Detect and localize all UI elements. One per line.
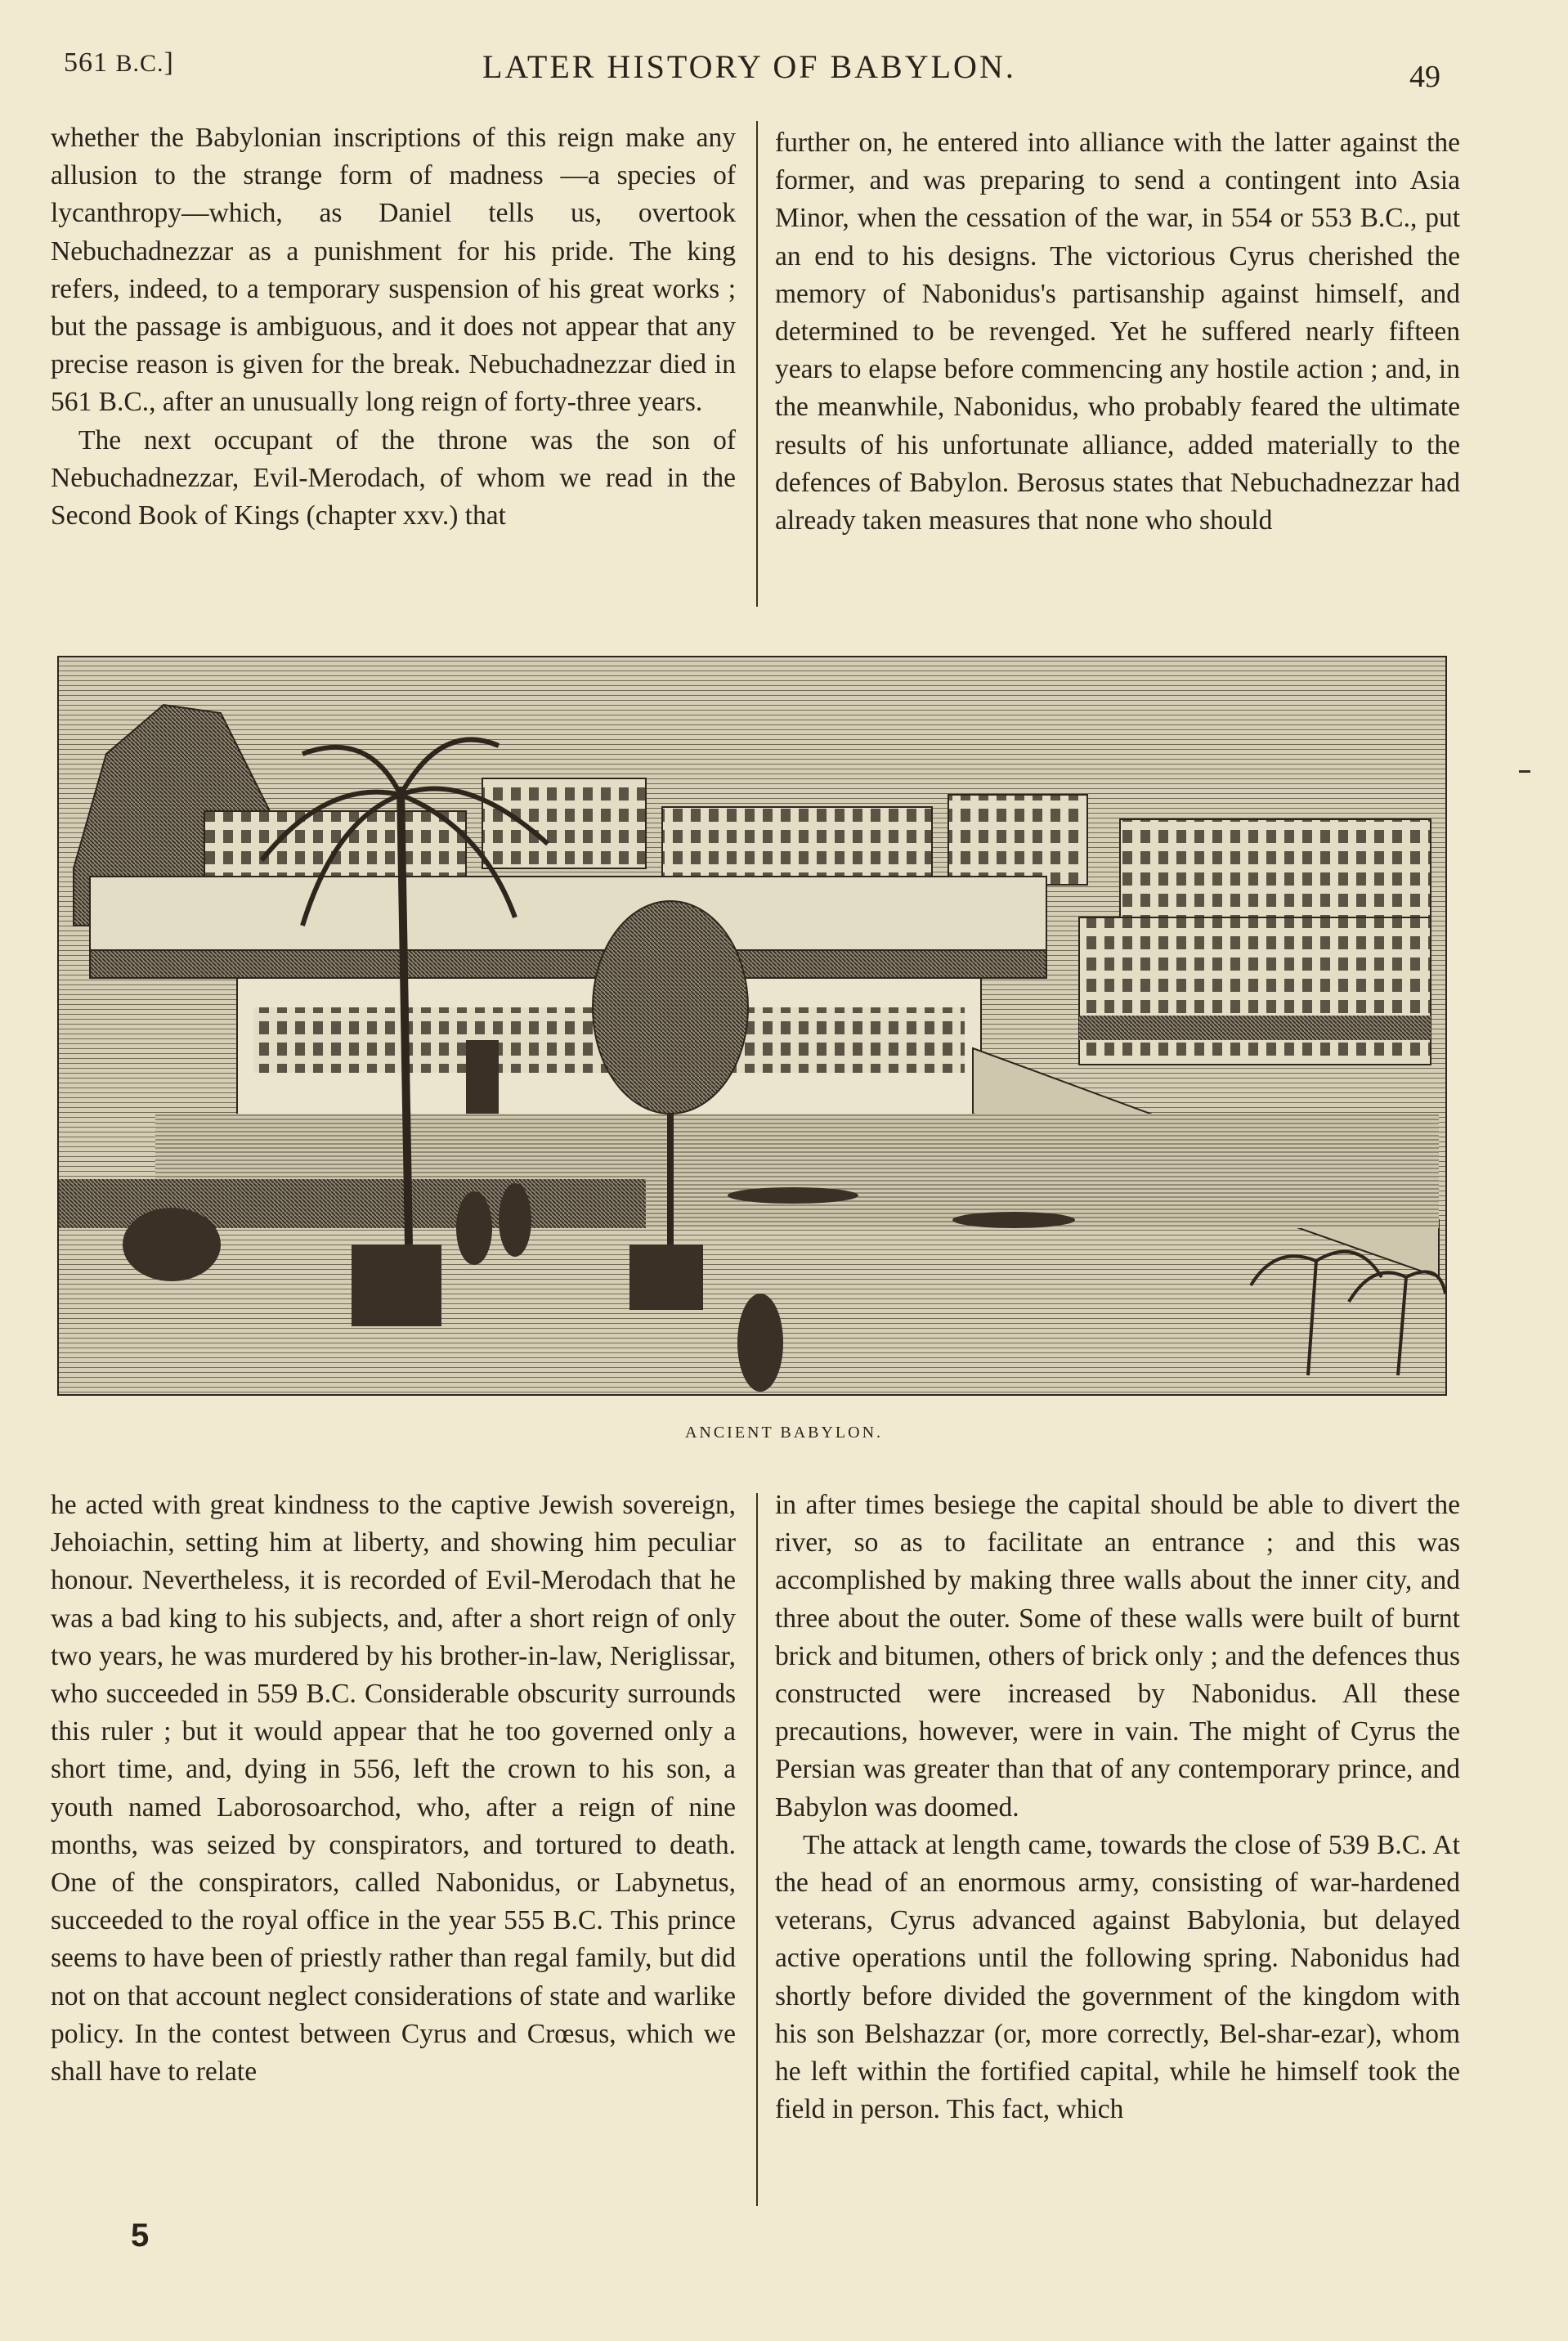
column-divider (756, 121, 758, 607)
text-column-bottom-left (51, 1487, 736, 2206)
running-header-title: LATER HISTORY OF BABYLON. (482, 48, 1016, 85)
text-column-top-right (775, 124, 1460, 623)
engraving-illustration (57, 656, 1447, 1396)
paragraph: The attack at length came, towards the close of 539 B.C. At the head of an enormous army, consisting of war-hardened veterans, Cyrus advanced against Babylonia, but delayed active operations until the following spring. Nabonidus had shortly before divided the government of the kingdom with his son Belshazzar (or, more correctly, Bel-shar-ezar), whom he left within the fortified capital, while he himself took the field in person. This fact, which (775, 1829, 1460, 2125)
header-year: 561 (64, 47, 108, 78)
text-column-top-left (51, 119, 736, 618)
engraving-ancient-babylon (57, 656, 1447, 1396)
figure-caption: ANCIENT BABYLON. (684, 1424, 884, 1442)
header-era: B.C. (115, 50, 164, 77)
margin-tick (1519, 770, 1530, 773)
paragraph: The next occupant of the throne was the son of Nebuchadnezzar, Evil-Merodach, of whom we read in the Second Book of Kings (chapter xxv.) that (51, 424, 736, 531)
column-divider (756, 1493, 758, 2206)
header-bracket: ] (164, 47, 174, 78)
paragraph: he acted with great kindness to the captive Jewish sovereign, Jehoiachin, setting him at liberty, and showing him peculiar honour. Nevertheless, it is recorded of Evil-Merodach that he was a bad king to his subjects, and, after a short reign of only two years, he was murdered by his brother-in-law, Neriglissar, who succeeded in 559 B.C. Considerable obscurity surrounds this ruler ; but it would appear that he too governed only a short time, and, dying in 556, left the crown to his son, a youth named Laborosoarchod, who, after a reign of nine months, was seized by conspirators, and tortured to death. One of the conspirators, called Nabonidus, or Labynetus, succeeded to the royal office in the year 555 B.C. This prince seems to have been of priestly rather than regal family, but did not on that account neglect considerations of state and warlike policy. In the contest between Cyrus and Crœsus, which we shall have to relate (51, 1490, 736, 2088)
paragraph: in after times besiege the capital should be able to divert the river, so as to facilitate an entrance ; and this was accomplished by making three walls about the inner city, and three about the outer. Some of these walls were built of burnt brick and bitumen, others of brick only ; and the defences thus constructed were increased by Nabonidus. All these precautions, however, were in vain. The might of Cyrus the Persian was greater than that of any contemporary prince, and Babylon was doomed. (775, 1490, 1460, 1823)
text-column-bottom-right (775, 1487, 1460, 2206)
page-number: 49 (1409, 60, 1440, 94)
running-header-date (64, 47, 174, 78)
signature-mark: 5 (131, 2218, 150, 2254)
paragraph: further on, he entered into alliance with the latter against the former, and was preparing to send a contingent into Asia Minor, when the cessation of the war, in 554 or 553 B.C., put an end to his designs. The victorious Cyrus cherished the memory of Nabonidus's partisanship against himself, and determined to be revenged. Yet he suffered nearly fifteen years to elapse before commencing any hostile action ; and, in the meanwhile, Nabonidus, who probably feared the ultimate results of his unfortunate alliance, added materially to the defences of Babylon. Berosus states that Nebuchadnezzar had already taken measures that none who should (775, 128, 1460, 536)
paragraph: whether the Babylonian inscriptions of this reign make any allusion to the strange form of madness —a species of lycanthropy—which, as Daniel tells us, overtook Nebuchadnezzar as a punishment for his pride. The king refers, indeed, to a temporary suspension of his great works ; but the passage is ambiguous, and it does not appear that any precise reason is given for the break. Nebuchadnezzar died in 561 B.C., after an unusually long reign of forty-three years. (51, 123, 736, 418)
